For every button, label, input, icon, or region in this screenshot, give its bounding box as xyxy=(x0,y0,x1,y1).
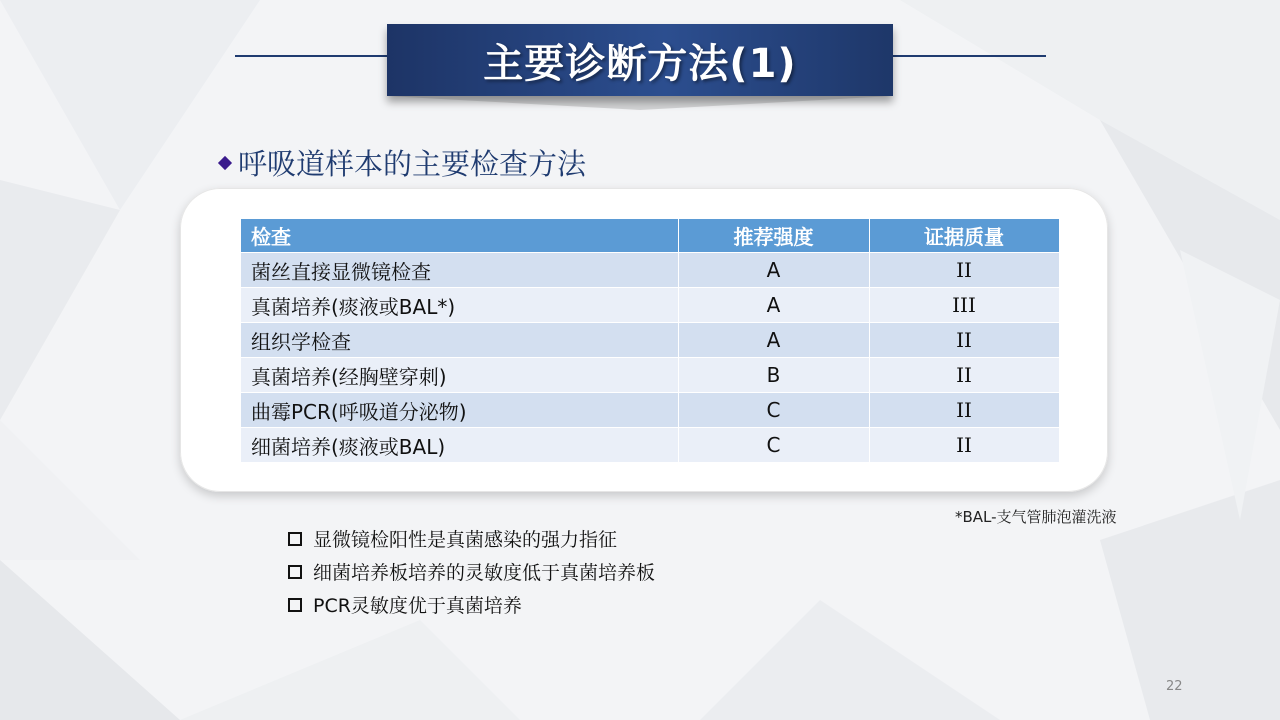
table-row xyxy=(241,323,1059,358)
cell-exam: 真菌培养(痰液或BAL*) xyxy=(241,288,678,323)
footnote: *BAL-支气管肺泡灌洗液 xyxy=(955,508,1117,526)
cell-recommendation: B xyxy=(678,358,869,393)
page-number: 22 xyxy=(1166,679,1183,694)
square-bullet-icon xyxy=(288,598,302,612)
slide-title: 主要诊断方法(1) xyxy=(483,40,797,87)
table-row xyxy=(241,393,1059,428)
cell-recommendation: C xyxy=(678,428,869,463)
title-rule-left xyxy=(235,55,395,57)
list-item xyxy=(288,588,655,621)
cell-exam: 菌丝直接显微镜检查 xyxy=(241,253,678,288)
cell-recommendation: A xyxy=(678,323,869,358)
header-evidence: 证据质量 xyxy=(869,219,1059,253)
cell-recommendation: C xyxy=(678,393,869,428)
title-rule-right xyxy=(886,55,1046,57)
header-recommendation: 推荐强度 xyxy=(678,219,869,253)
subtitle-text: 呼吸道样本的主要检查方法 xyxy=(238,146,587,181)
cell-evidence: II xyxy=(869,253,1059,288)
diamond-bullet-icon xyxy=(218,156,232,170)
square-bullet-icon xyxy=(288,565,302,579)
list-item xyxy=(288,555,655,588)
table-row xyxy=(241,288,1059,323)
title-banner xyxy=(387,24,893,96)
diagnosis-table xyxy=(241,219,1060,463)
table-row xyxy=(241,358,1059,393)
bullet-list xyxy=(288,522,655,621)
table-row xyxy=(241,428,1059,463)
cell-recommendation: A xyxy=(678,253,869,288)
square-bullet-icon xyxy=(288,532,302,546)
cell-evidence: II xyxy=(869,428,1059,463)
cell-evidence: II xyxy=(869,323,1059,358)
bullet-text: PCR灵敏度优于真菌培养 xyxy=(313,595,522,617)
table-row xyxy=(241,253,1059,288)
title-banner-shadow xyxy=(387,96,893,112)
cell-exam: 组织学检查 xyxy=(241,323,678,358)
bullet-text: 显微镜检阳性是真菌感染的强力指征 xyxy=(313,529,618,551)
cell-evidence: III xyxy=(869,288,1059,323)
cell-exam: 细菌培养(痰液或BAL) xyxy=(241,428,678,463)
cell-evidence: II xyxy=(869,358,1059,393)
cell-exam: 曲霉PCR(呼吸道分泌物) xyxy=(241,393,678,428)
cell-recommendation: A xyxy=(678,288,869,323)
cell-exam: 真菌培养(经胸壁穿刺) xyxy=(241,358,678,393)
list-item xyxy=(288,522,655,555)
bullet-text: 细菌培养板培养的灵敏度低于真菌培养板 xyxy=(313,562,656,584)
header-exam: 检查 xyxy=(241,219,678,253)
table-header-row xyxy=(241,219,1059,253)
cell-evidence: II xyxy=(869,393,1059,428)
subtitle xyxy=(220,140,586,184)
